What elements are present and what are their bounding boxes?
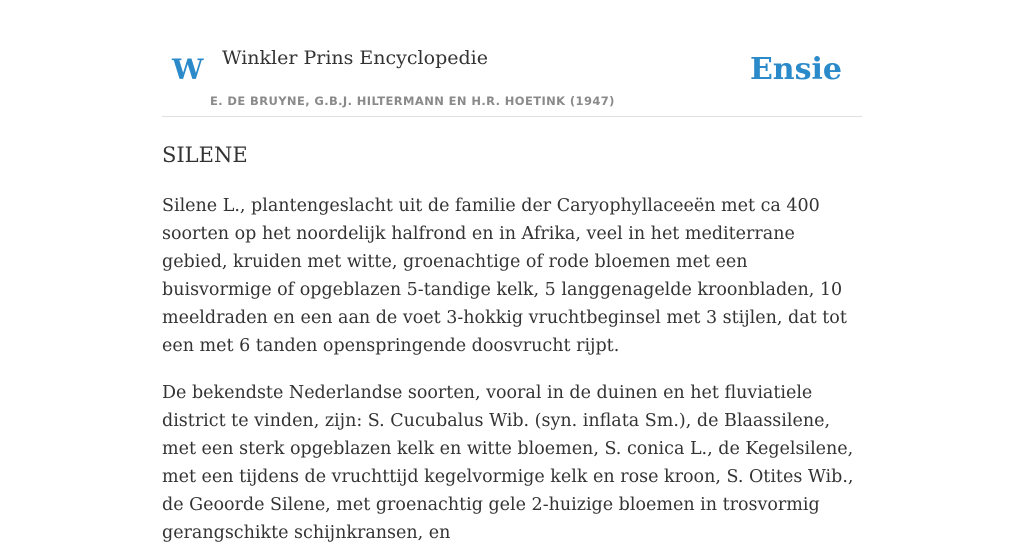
article-paragraph: Silene L., plantengeslacht uit de familie der Caryophyllaceeën met ca 400 soorten op het noordelijk halfrond en in Afrika, veel in het mediterrane gebied, kruiden met witte, groenachtige of rode bloemen met een buisvormige of opgeblazen 5-tandige kelk, 5 langgenagelde kroonbladen, 10 meeldraden en een aan de voet 3-hokkig vruchtbeginsel met 3 stijlen, dat tot een met 6 tanden openspringende doosvrucht rijpt. bbox=[162, 196, 847, 356]
article-title: SILENE bbox=[162, 143, 248, 167]
article bbox=[162, 140, 862, 547]
ensie-logo-link[interactable]: Ensie bbox=[749, 52, 842, 87]
publication-logo-icon[interactable]: W bbox=[172, 53, 204, 86]
site-header bbox=[162, 0, 862, 117]
publication-authors: E. DE BRUYNE, G.B.J. HILTERMANN EN H.R. HOETINK (1947) bbox=[210, 94, 615, 108]
article-paragraph: De bekendste Nederlandse soorten, vooral in de duinen en het fluviatiele district te vinden, zijn: S. Cucubalus Wib. (syn. inflata Sm.), de Blaassilene, met een sterk opgeblazen kelk en witte bloemen, S. conica L., de Kegelsilene, met een tijdens de vruchttijd kegelvormige kelk en rose kroon, S. Otites Wib., de Geoorde Silene, met groenachtig gele 2-huizige bloemen in trosvormig gerangschikte schijnkransen, en bbox=[162, 383, 854, 543]
publication-title-link[interactable]: Winkler Prins Encyclopedie bbox=[222, 47, 488, 69]
